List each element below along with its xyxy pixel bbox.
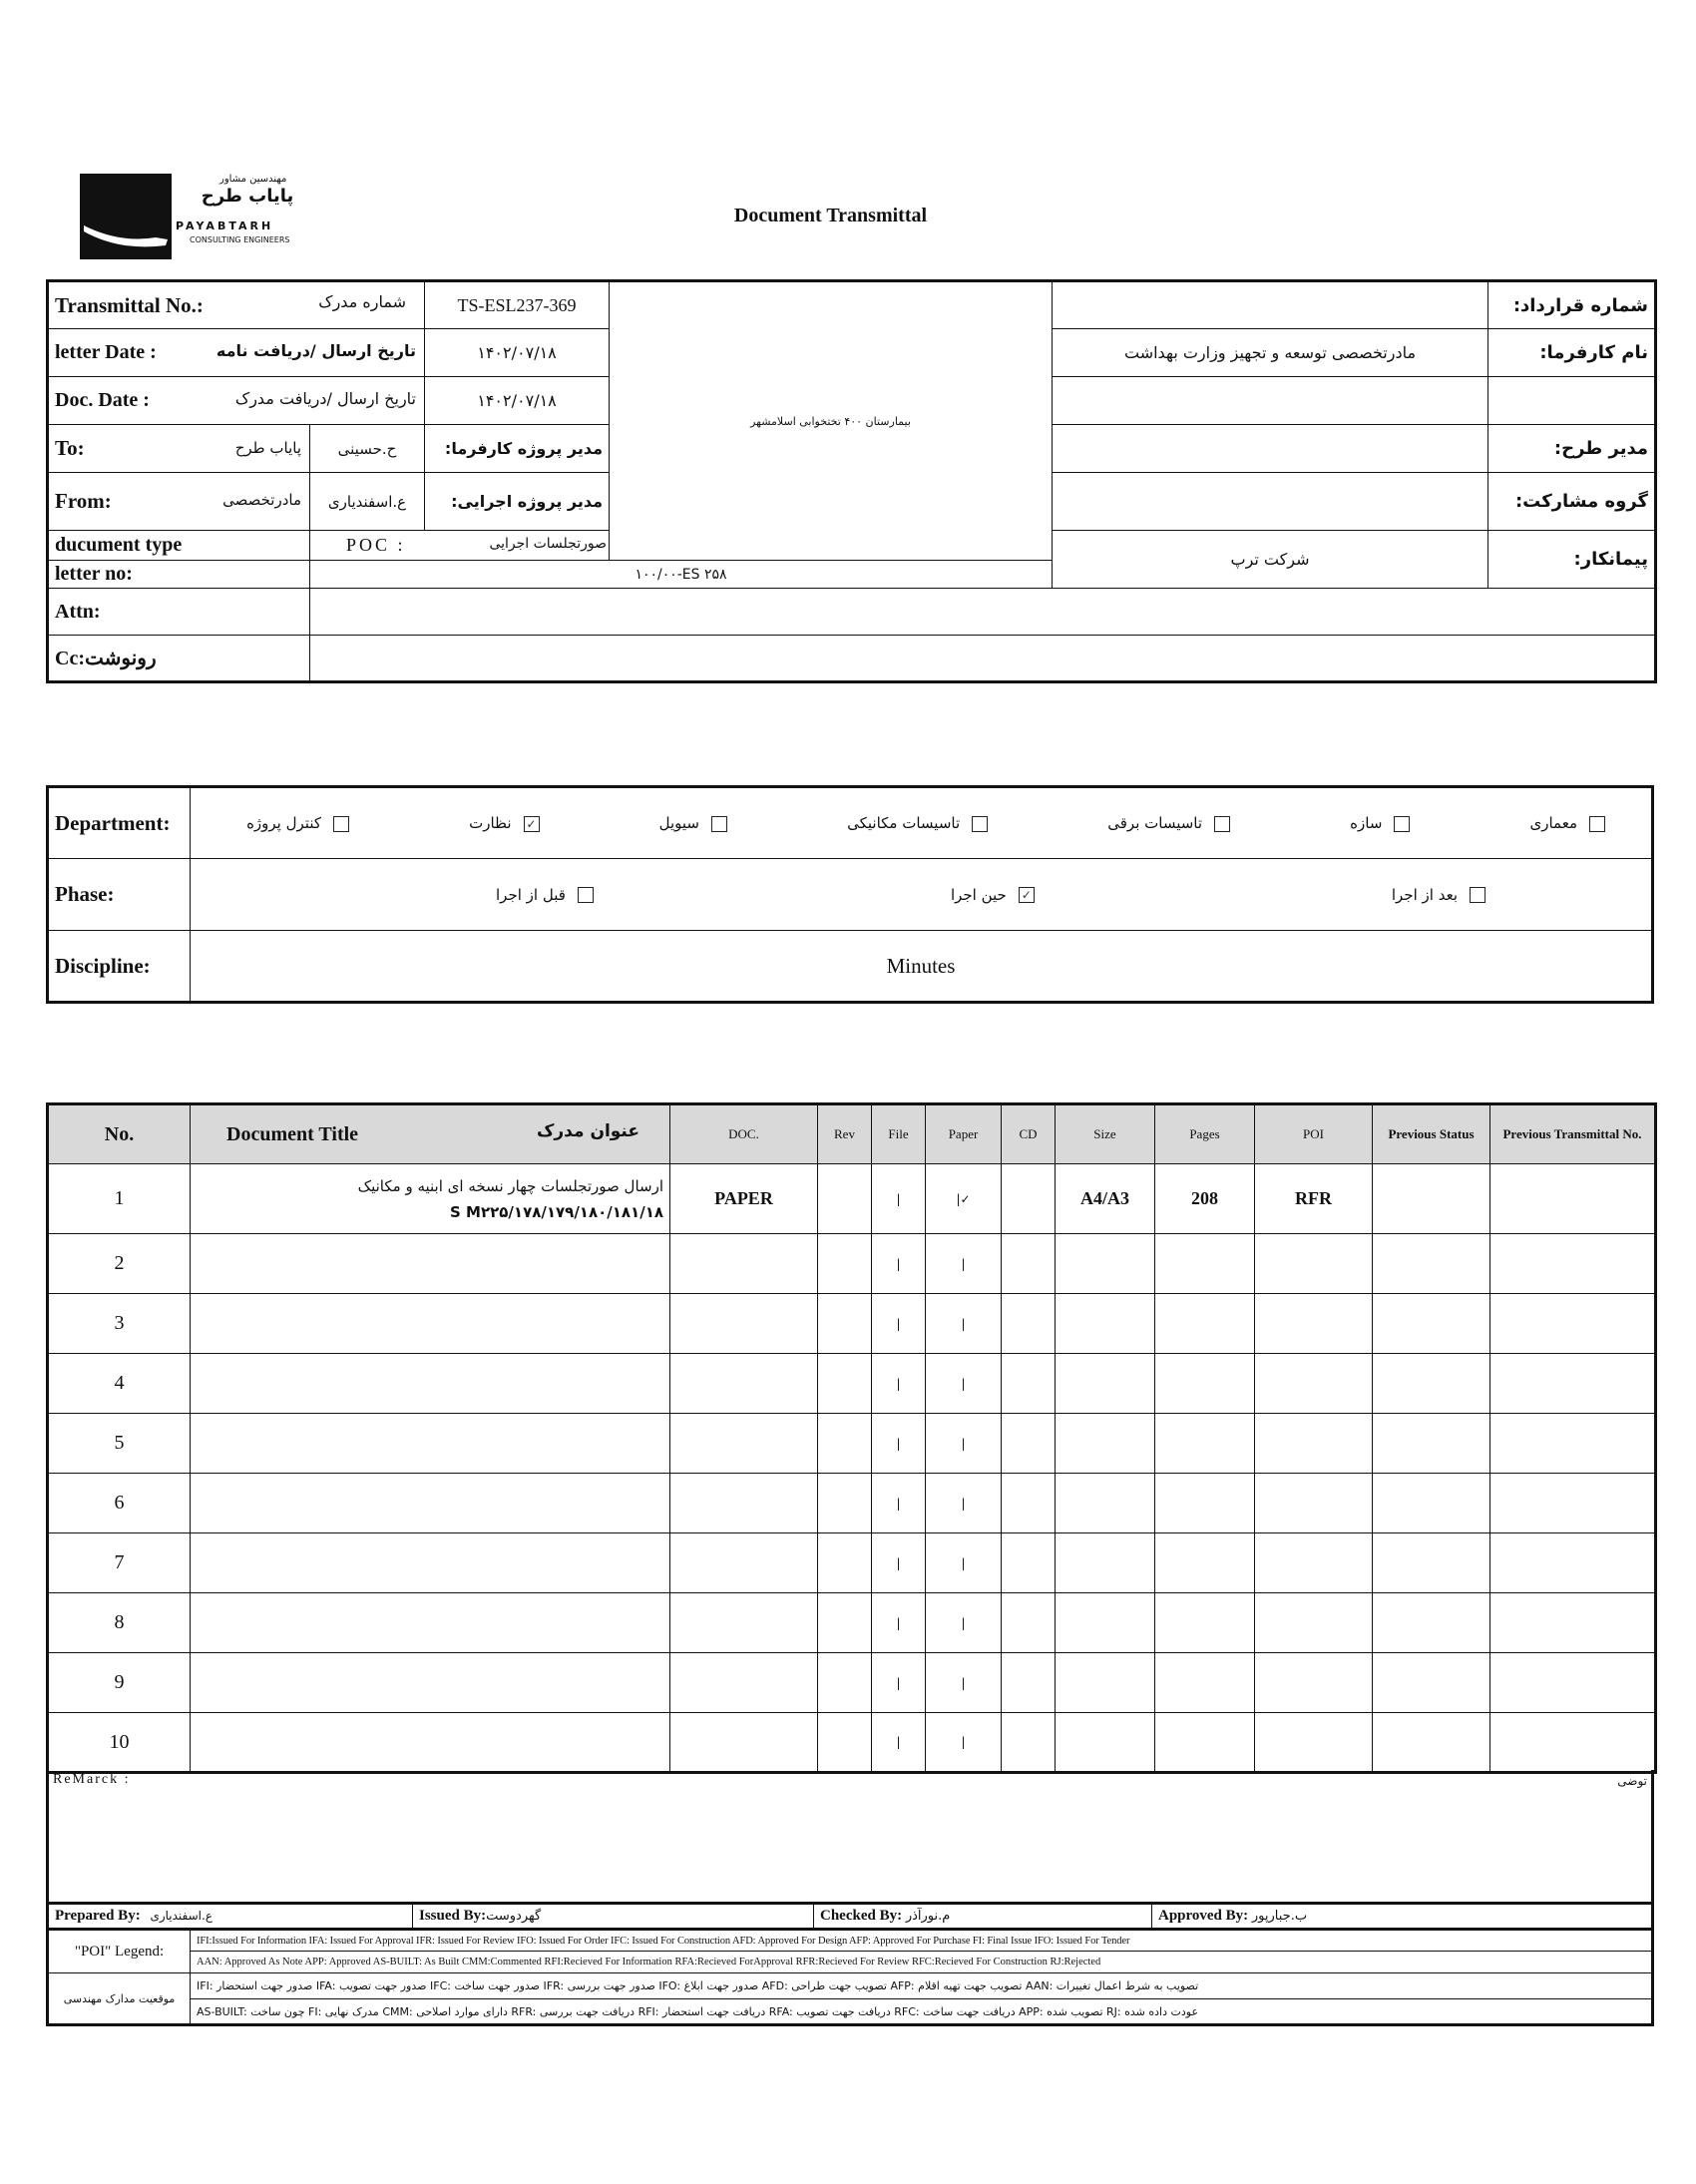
remark-box xyxy=(46,1770,1654,1902)
row-paper: | xyxy=(926,1593,1002,1653)
checkbox-checked-icon[interactable]: ✓ xyxy=(524,816,540,832)
row-title-line2: S M۲۲۵/۱۷۸/۱۷۹/۱۸۰/۱۸۱/۱۸ xyxy=(450,1202,663,1221)
transmittal-no-label-fa: شماره مدرک xyxy=(318,292,406,311)
legend-line2: AAN: Approved As Note APP: Approved AS-BUILT: As Built CMM:Commented RFI:Recieved For Information RFA:Recieved ForApproval RFR:Recieved For Review RFC:Recieved For Construction RJ:Rejected xyxy=(191,1952,1653,1973)
row-paper: | xyxy=(926,1414,1002,1474)
col-header-prev-status: Previous Status xyxy=(1373,1104,1490,1164)
employer-label: نام کارفرما: xyxy=(1488,329,1656,377)
row-no: 8 xyxy=(48,1593,191,1653)
department-label: Department: xyxy=(48,787,191,859)
remark-label-fa: توضی xyxy=(1617,1774,1647,1788)
table-row xyxy=(48,1234,1656,1294)
logo-name-fa-small: مهندسین مشاور xyxy=(219,174,287,185)
logo-name-en: PAYABTARH xyxy=(176,219,274,232)
transmittal-no-value: TS-ESL237-369 xyxy=(425,281,610,329)
row-file: | xyxy=(872,1164,926,1234)
phase-options xyxy=(191,859,1653,931)
row-no: 7 xyxy=(48,1533,191,1593)
attn-label: Attn: xyxy=(48,589,310,636)
row-file: | xyxy=(872,1234,926,1294)
checkbox-icon[interactable] xyxy=(1470,887,1485,903)
row-poi: RFR xyxy=(1255,1164,1373,1234)
col-header-no: No. xyxy=(48,1104,191,1164)
department-option-electrical[interactable]: تاسیسات برقی xyxy=(1107,814,1230,832)
department-option-civil[interactable]: سیویل xyxy=(659,814,727,832)
page-title: Document Transmittal xyxy=(733,205,928,226)
row-file: | xyxy=(872,1653,926,1713)
table-row xyxy=(48,1653,1656,1713)
table-row xyxy=(48,1533,1656,1593)
approved-by-value: ب.جبارپور xyxy=(1251,1909,1308,1924)
letter-date-cell xyxy=(48,329,425,377)
col-header-paper: Paper xyxy=(926,1104,1002,1164)
designer-manager-label: مدیر طرح: xyxy=(1488,425,1656,473)
checked-by-cell xyxy=(814,1904,1152,1930)
to-person: ح.حسینی xyxy=(310,425,425,473)
table-row xyxy=(48,1354,1656,1414)
row-no: 2 xyxy=(48,1234,191,1294)
table-row xyxy=(48,1593,1656,1653)
to-role-label: مدیر پروژه کارفرما: xyxy=(425,425,610,473)
doc-date-label-fa: تاریخ ارسال /دریافت مدرک xyxy=(234,389,416,408)
status-label-fa: موقعیت مدارک مهندسی xyxy=(48,1973,191,2025)
row-title-line1: ارسال صورتجلسات چهار نسخه ای ابنیه و مکانیک xyxy=(357,1176,663,1195)
partnership-value xyxy=(1053,473,1488,531)
row-paper: | xyxy=(926,1533,1002,1593)
col-header-title xyxy=(191,1104,670,1164)
row-no: 9 xyxy=(48,1653,191,1713)
row-size: A4/A3 xyxy=(1056,1164,1155,1234)
document-table xyxy=(46,1102,1657,1774)
row-rev xyxy=(818,1164,872,1234)
checkbox-icon[interactable] xyxy=(1589,816,1605,832)
transmittal-no-label: Transmittal No.: xyxy=(55,292,204,317)
to-cell xyxy=(48,425,310,473)
legend-fa-line2: AS-BUILT: چون ساخت FI: مدرک نهایی CMM: دارای موارد اصلاحی RFR: دریافت جهت بررسی RFI: دریافت جهت استحضار RFA: دریافت جهت تصویب RFC: دریافت جهت ساخت APP: تصویب شده RJ: عودت داده شده xyxy=(191,1999,1653,2025)
col-header-cd: CD xyxy=(1002,1104,1056,1164)
checkbox-icon[interactable] xyxy=(333,816,349,832)
row-doc: PAPER xyxy=(670,1164,818,1234)
letter-date-value: ۱۴۰۲/۰۷/۱۸ xyxy=(425,329,610,377)
issued-by-value: گهردوست xyxy=(486,1909,542,1924)
row-file: | xyxy=(872,1713,926,1773)
from-cell xyxy=(48,473,310,531)
table-row xyxy=(48,1294,1656,1354)
department-table xyxy=(46,785,1654,1004)
row-pages: 208 xyxy=(1155,1164,1255,1234)
logo-mark-icon xyxy=(80,174,172,259)
logo-name-fa: پایاب طرح xyxy=(201,186,294,207)
doc-type-label: ducument type xyxy=(48,531,310,561)
col-header-doc: DOC. xyxy=(670,1104,818,1164)
department-option-architecture[interactable]: معماری xyxy=(1530,814,1606,832)
from-label: From: xyxy=(55,489,112,513)
row-file: | xyxy=(872,1414,926,1474)
contractor-label: پیمانکار: xyxy=(1488,531,1656,589)
issued-by-label: Issued By: xyxy=(419,1908,487,1924)
from-role-label: مدیر پروژه اجرایی: xyxy=(425,473,610,531)
row-no: 10 xyxy=(48,1713,191,1773)
department-option-supervision[interactable]: ✓نظارت xyxy=(469,814,539,832)
letter-date-label-fa: تاریخ ارسال /دریافت نامه xyxy=(215,341,416,360)
header-table xyxy=(46,279,1657,683)
row-file: | xyxy=(872,1474,926,1533)
row-paper: |✓ xyxy=(926,1164,1002,1234)
row-file: | xyxy=(872,1533,926,1593)
to-label: To: xyxy=(55,436,85,460)
row-no: 1 xyxy=(48,1164,191,1234)
doc-date-label: Doc. Date : xyxy=(55,389,150,411)
letter-no-value: ۱۰۰/۰۰-ES ۲۵۸ xyxy=(310,561,1053,589)
project-name: بیمارستان ۴۰۰ تختخوابی اسلامشهر xyxy=(610,281,1053,561)
checkbox-icon[interactable] xyxy=(1214,816,1230,832)
empty-right-label xyxy=(1488,377,1656,425)
approved-by-label: Approved By: xyxy=(1158,1908,1249,1924)
doc-type-fa: صورتجلسات اجرایی xyxy=(489,536,607,552)
department-option-mechanical[interactable]: تاسیسات مکانیکی xyxy=(847,814,988,832)
col-header-prev-transmittal: Previous Transmittal No. xyxy=(1490,1104,1656,1164)
table-row xyxy=(48,1474,1656,1533)
row-file: | xyxy=(872,1294,926,1354)
row-no: 5 xyxy=(48,1414,191,1474)
poi-legend-label: "POI" Legend: xyxy=(48,1930,191,1973)
checkbox-icon[interactable] xyxy=(578,887,594,903)
approved-by-cell xyxy=(1152,1904,1653,1930)
row-no: 4 xyxy=(48,1354,191,1414)
row-paper: | xyxy=(926,1354,1002,1414)
row-file: | xyxy=(872,1593,926,1653)
to-value: پایاب طرح xyxy=(234,439,301,457)
table-row xyxy=(48,1414,1656,1474)
discipline-label: Discipline: xyxy=(48,931,191,1003)
row-paper: | xyxy=(926,1653,1002,1713)
phase-option-during[interactable]: ✓حین اجرا xyxy=(951,886,1035,904)
discipline-value: Minutes xyxy=(191,931,1653,1003)
contractor-value: شرکت ترپ xyxy=(1053,531,1488,589)
from-value: مادرتخصصی xyxy=(222,491,301,509)
department-option-structure[interactable]: سازه xyxy=(1350,814,1410,832)
prepared-by-cell xyxy=(48,1904,413,1930)
doc-type-cell xyxy=(310,531,610,561)
col-header-pages: Pages xyxy=(1155,1104,1255,1164)
doc-type-value: POC : xyxy=(346,535,406,555)
from-person: ع.اسفندیاری xyxy=(310,473,425,531)
issued-by-cell xyxy=(413,1904,814,1930)
phase-option-after[interactable]: بعد از اجرا xyxy=(1392,886,1485,904)
prepared-by-label: Prepared By: xyxy=(55,1908,141,1924)
col-header-size: Size xyxy=(1056,1104,1155,1164)
col-header-rev: Rev xyxy=(818,1104,872,1164)
legend-line1: IFI:Issued For Information IFA: Issued For Approval IFR: Issued For Review IFO: Issued For Order IFC: Issued For Construction AFD: Approved For Design AFP: Approved For Purchase FI: Final Issue IFO: Issued For Tender xyxy=(191,1930,1653,1952)
row-paper: | xyxy=(926,1713,1002,1773)
signature-table xyxy=(46,1902,1654,1931)
row-no: 6 xyxy=(48,1474,191,1533)
letter-no-label: letter no: xyxy=(48,561,310,589)
row-title xyxy=(191,1164,670,1234)
transmittal-no-cell xyxy=(48,281,425,329)
legend-fa-line1: IFI: صدور جهت استحضار IFA: صدور جهت تصویب IFC: صدور جهت ساخت IFR: صدور جهت بررسی IFO: صدور جهت ابلاغ AFD: تصویب جهت طراحی AFP: تصویب جهت تهیه اقلام AAN: تصویب به شرط اعمال تغییرات xyxy=(191,1973,1653,1999)
row-file: | xyxy=(872,1354,926,1414)
col-header-title-en: Document Title xyxy=(226,1122,359,1145)
row-prev-status xyxy=(1373,1164,1490,1234)
table-row xyxy=(48,1713,1656,1773)
checkbox-icon[interactable] xyxy=(972,816,988,832)
letter-date-label: letter Date : xyxy=(55,341,157,363)
legend-table xyxy=(46,1928,1654,2026)
logo-subtitle: CONSULTING ENGINEERS xyxy=(190,235,290,244)
department-options xyxy=(191,787,1653,859)
row-cd xyxy=(1002,1164,1056,1234)
row-prev-transmittal xyxy=(1490,1164,1656,1234)
checkbox-checked-icon[interactable]: ✓ xyxy=(1019,887,1035,903)
prepared-by-value: ع.اسفندیاری xyxy=(150,1909,212,1923)
contract-no-value xyxy=(1053,281,1488,329)
attn-value xyxy=(310,589,1656,636)
cc-label: Cc:رونوشت xyxy=(48,636,310,682)
remark-label: ReMarck : xyxy=(53,1772,131,1787)
row-no: 3 xyxy=(48,1294,191,1354)
partnership-label: گروه مشارکت: xyxy=(1488,473,1656,531)
contract-no-label: شماره قرارداد: xyxy=(1488,281,1656,329)
checkbox-icon[interactable] xyxy=(1394,816,1410,832)
designer-manager-value xyxy=(1053,425,1488,473)
department-option-project-control[interactable]: کنترل پروژه xyxy=(246,814,349,832)
checked-by-value: م.نورآذر xyxy=(905,1909,951,1924)
checkbox-icon[interactable] xyxy=(711,816,727,832)
doc-date-cell xyxy=(48,377,425,425)
checked-by-label: Checked By: xyxy=(820,1908,903,1924)
phase-label: Phase: xyxy=(48,859,191,931)
col-header-title-fa: عنوان مدرک xyxy=(536,1121,639,1141)
table-row xyxy=(48,1164,1656,1234)
cc-value xyxy=(310,636,1656,682)
empty-right-cell xyxy=(1053,377,1488,425)
logo xyxy=(80,172,309,261)
row-paper: | xyxy=(926,1234,1002,1294)
doc-date-value: ۱۴۰۲/۰۷/۱۸ xyxy=(425,377,610,425)
phase-option-before[interactable]: قبل از اجرا xyxy=(496,886,594,904)
employer-value: مادرتخصصی توسعه و تجهیز وزارت بهداشت xyxy=(1053,329,1488,377)
col-header-file: File xyxy=(872,1104,926,1164)
row-paper: | xyxy=(926,1474,1002,1533)
col-header-poi: POI xyxy=(1255,1104,1373,1164)
row-paper: | xyxy=(926,1294,1002,1354)
